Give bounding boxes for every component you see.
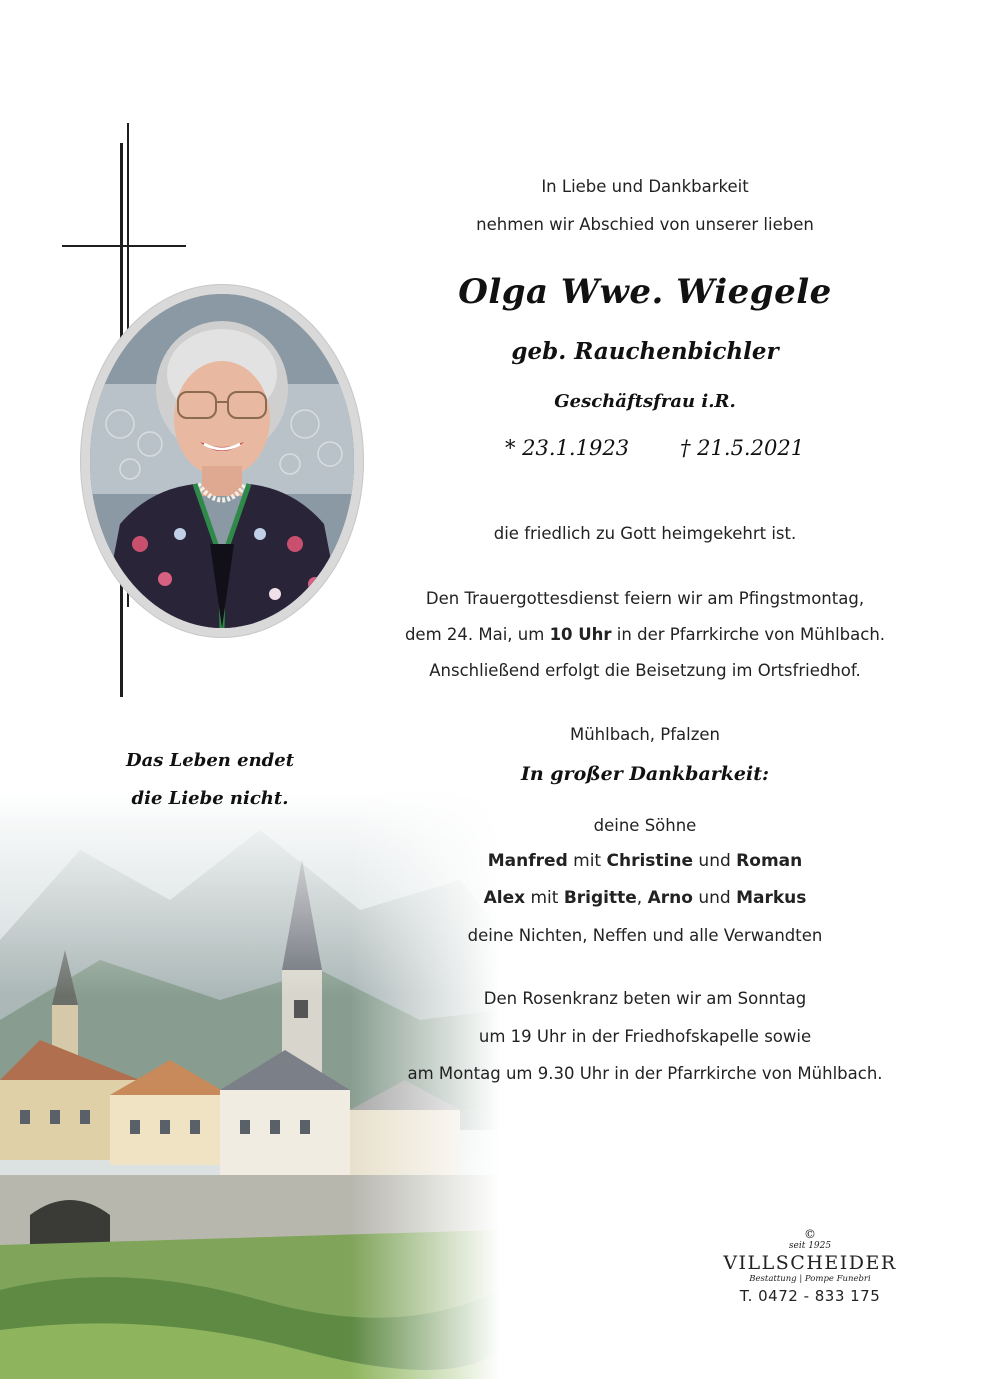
funeral-home-phone: T. 0472 - 833 175 [739,1287,881,1305]
since-year: seit 1925 [788,1241,832,1251]
copyright-mark: © [804,1227,816,1241]
place: Mühlbach, Pfalzen [569,725,721,744]
birth-date: * 23.1.1923 [505,436,630,460]
service-line-3: Anschließend erfolgt die Beisetzung im Ortsfriedhof. [429,661,861,680]
mourners-row-1: Manfred mit Christine und Roman [487,851,803,871]
portrait-photo [90,294,354,628]
passing-note: die friedlich zu Gott heimgekehrt ist. [493,524,797,543]
gratitude-heading: In großer Dankbarkeit: [520,763,770,785]
funeral-home-tagline: Bestattung | Pompe Funebri [749,1274,871,1284]
mourners-intro: deine Söhne [593,816,697,835]
birth-name: geb. Rauchenbichler [511,338,779,365]
rosary-line-1: Den Rosenkranz beten wir am Sonntag [483,989,807,1008]
mourners-row-2: Alex mit Brigitte, Arno und Markus [483,888,807,908]
service-line-2: dem 24. Mai, um 10 Uhr in der Pfarrkirche von Mühlbach. [404,625,886,644]
deceased-name: Olga Wwe. Wiegele [458,272,832,312]
intro-line-1: In Liebe und Dankbarkeit [541,177,749,196]
motto-line-2: die Liebe nicht. [131,788,289,809]
rosary-line-2: um 19 Uhr in der Friedhofskapelle sowie [478,1027,812,1046]
death-date: † 21.5.2021 [680,436,805,460]
service-line-1: Den Trauergottesdienst feiern wir am Pfingstmontag, [425,589,865,608]
funeral-home-logo [720,1228,900,1308]
cross-horizontal-bar [62,245,186,247]
service-time: 10 Uhr [549,625,612,644]
rosary-line-3: am Montag um 9.30 Uhr in der Pfarrkirche von Mühlbach. [407,1064,883,1083]
announcement-text [400,0,890,1379]
funeral-home-name: VILLSCHEIDER [723,1252,897,1274]
portrait-frame [80,284,364,638]
occupation: Geschäftsfrau i.R. [554,391,736,412]
mourners-relatives: deine Nichten, Neffen und alle Verwandten [467,926,823,945]
intro-line-2: nehmen wir Abschied von unserer lieben [476,215,814,234]
motto-line-1: Das Leben endet [125,750,295,771]
